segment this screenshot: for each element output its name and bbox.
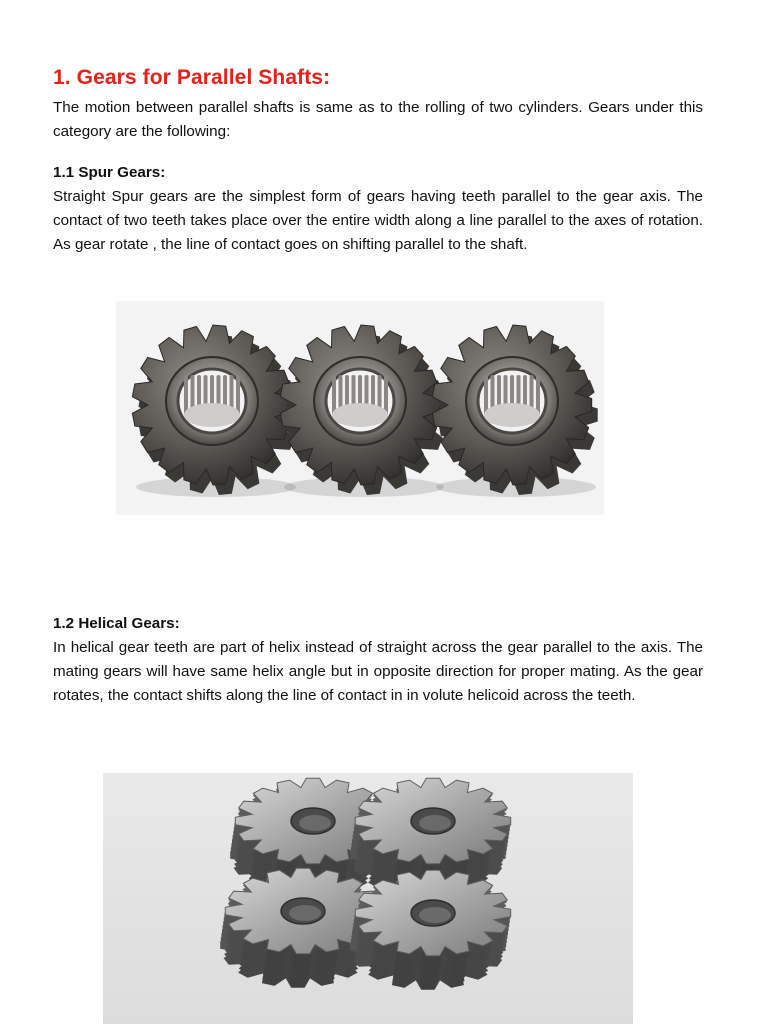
section-intro: The motion between parallel shafts is same as to the rolling of two cylinders. Gears under this category are the following: [53,99,703,140]
spur-gears-image [116,301,604,515]
helical-gears-description: In helical gear teeth are part of helix instead of straight across the gear parallel to the axis. The mating gears will have same helix angle but in opposite direction for proper mating. As the gear rotates, the contact shifts along the line of contact in in volute helicoid across the teeth. [53,639,703,704]
helical-gears-illustration [103,773,633,1024]
spur-gears-heading: 1.1 Spur Gears: [53,164,166,181]
section-title: 1. Gears for Parallel Shafts: [53,66,331,89]
helical-gears-heading: 1.2 Helical Gears: [53,615,180,632]
helical-gear-4 [350,870,511,989]
spur-gears-illustration [116,301,604,515]
spur-gear-2 [280,325,445,497]
spur-gears-description: Straight Spur gears are the simplest form of gears having teeth parallel to the gear axis. The contact of two teeth takes place over the entire width along a line parallel to the axes of rotation. As gear rotate , the line of contact goes on shifting parallel to the shaft. [53,188,703,253]
spur-gear-1 [132,325,297,497]
spur-gear-3 [432,325,597,497]
helical-gears-image [103,773,633,1024]
